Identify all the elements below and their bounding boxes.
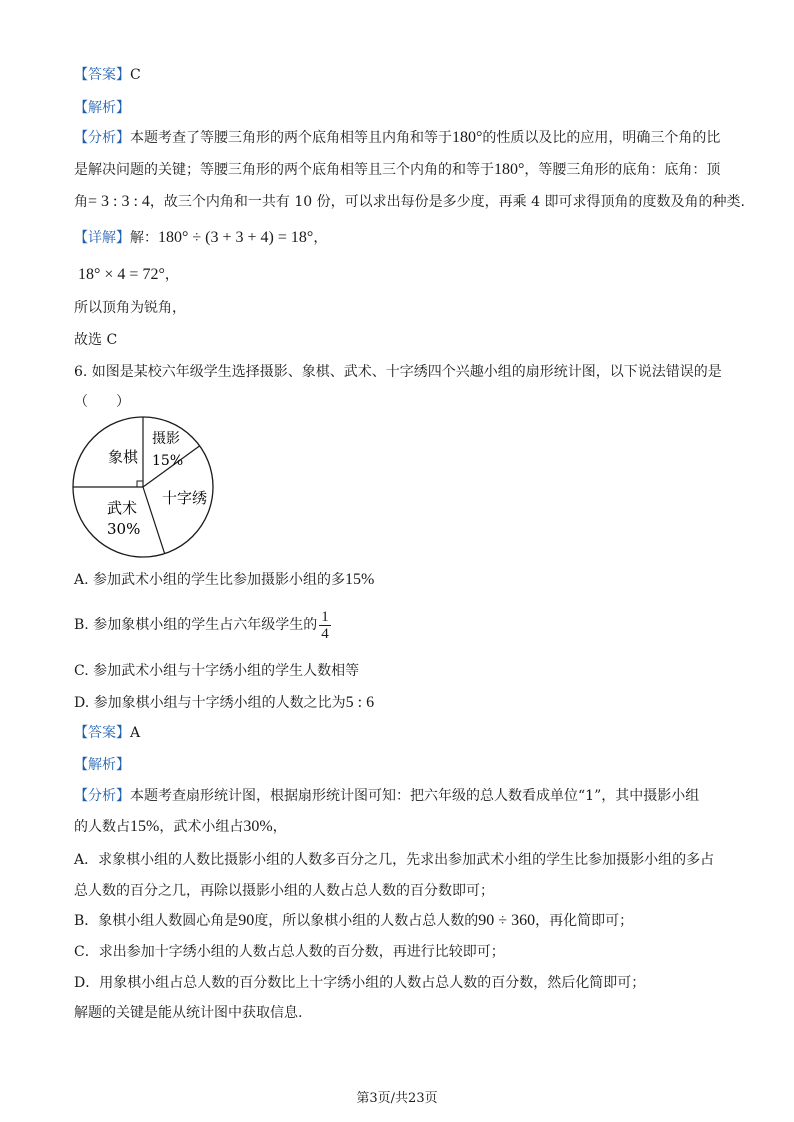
option-d [74,693,374,713]
slice-label-wushu: 武术 [107,499,138,517]
math-equation: 180° ÷ (3 + 3 + 4) = 18° [158,229,314,246]
page-footer: 第3页/共23页 [356,1091,438,1106]
fenxi-line-1 [74,128,720,148]
xiangjie-line-1 [74,228,327,248]
option-c: C. 参加武术小组与十字绣小组的学生人数相等 [74,663,360,679]
xiangjie-line-2 [78,265,179,285]
fenxi-text: 度，所以象棋小组的人数占总人数的 [254,913,479,929]
fenxi-text: 的人数占 [74,819,130,835]
fenxi-tag: 【分析】 [74,130,130,146]
option-d-text: D. 参加象棋小组与十字绣小组的人数之比为 [74,695,346,711]
fraction-denominator: 4 [321,625,329,642]
xiangjie-tag: 【详解】 [74,230,130,246]
fenxi2-key-line: 解题的关键是能从统计图中获取信息. [74,1005,303,1021]
slice-label-sheying: 摄影 [152,431,180,447]
slice-label-shizixiu: 十字绣 [162,489,208,507]
option-b-text: B. 参加象棋小组的学生占六年级学生的 [74,617,318,633]
answer-line-1 [74,65,141,85]
math-expr: = 3 : 3 : 4 [88,193,150,210]
fenxi2-d-line: D．用象棋小组占总人数的百分数比上十字绣小组的人数占总人数的百分数，然后化简即可； [74,975,646,991]
fenxi-text: ，故三个内角和一共有 10 份，可以求出每份是多少度，再乘 4 即可求得顶角的度数及角的种类. [149,194,745,210]
fenxi-text: ，等腰三角形的底角：底角：顶 [524,162,721,178]
math-expr: 90 [238,912,255,929]
right-angle-marker [137,481,143,487]
math-expr: 30% [243,818,273,835]
fraction-numerator: 1 [321,608,329,625]
option-a-text: A. 参加武术小组的学生比参加摄影小组的多 [74,572,346,588]
math-expr: 90 ÷ 360 [478,912,536,929]
fraction-one-quarter [319,609,331,642]
fenxi-text: 的性质以及比的应用，明确三个角的比 [482,130,721,146]
question-6-stem: 6. 如图是某校六年级学生选择摄影、象棋、武术、十字绣四个兴趣小组的扇形统计图，以下说法错误的是 [74,364,722,380]
fenxi-text: ，再化简即可； [535,913,634,929]
fenxi-line-3 [74,192,745,212]
math-expr: 15% [345,571,375,588]
math-expr: 180° [452,129,483,146]
fenxi-tag: 【分析】 [74,788,130,804]
question-6-blank: （ ） [74,394,130,410]
punct: ， [272,819,287,835]
punct: ， [164,267,179,283]
fenxi2-c-line: C．求出参加十字绣小组的人数占总人数的百分数，再进行比较即可； [74,944,505,960]
answer-value: C [130,67,141,83]
fenxi-text: 角 [74,194,88,210]
option-a [74,570,374,590]
option-b [74,607,331,643]
answer-value: A [130,725,141,741]
xiangjie-line-4: 故选 C [74,332,118,348]
math-expr: 5 : 6 [345,694,375,711]
slice-label-xiangqi: 象棋 [108,448,139,466]
fenxi-text: 是解决问题的关键；等腰三角形的两个底角相等且三个内角的和等于 [74,162,494,178]
fenxi2-a-line-1: A．求象棋小组的人数比摄影小组的人数多百分之几，先求出参加武术小组的学生比参加摄影小组的多占 [74,852,715,868]
punct: ， [313,230,328,246]
slice-value-wushu: 30% [107,520,141,538]
fenxi-text: B．象棋小组人数圆心角是 [74,913,239,929]
slice-value-sheying: 15% [152,453,184,469]
fenxi-text: ，武术小组占 [159,819,244,835]
math-expr: 180° [494,161,525,178]
answer-tag: 【答案】 [74,67,130,83]
fenxi-text: 本题考查了等腰三角形的两个底角相等且内角和等于 [130,130,452,146]
xiangjie-line-3: 所以顶角为锐角， [74,300,186,316]
math-expr: 15% [130,818,160,835]
fenxi2-line-1 [74,786,699,806]
fenxi-line-2 [74,160,720,180]
solution-prefix: 解： [130,230,158,246]
fenxi2-a-line-2: 总人数的百分之几，再除以摄影小组的人数占总人数的百分数即可； [74,883,494,899]
fenxi2-b-line [74,911,633,931]
pie-chart [70,414,222,564]
analysis-tag-1: 【解析】 [74,100,130,116]
answer-tag: 【答案】 [74,725,130,741]
answer-line-2 [74,723,140,743]
math-equation: 18° × 4 = 72° [78,266,165,283]
fenxi2-line-2 [74,817,287,837]
analysis-tag-2: 【解析】 [74,757,130,773]
fenxi-text: 本题考查扇形统计图，根据扇形统计图可知：把六年级的总人数看成单位“1”，其中摄影小组 [130,788,700,804]
